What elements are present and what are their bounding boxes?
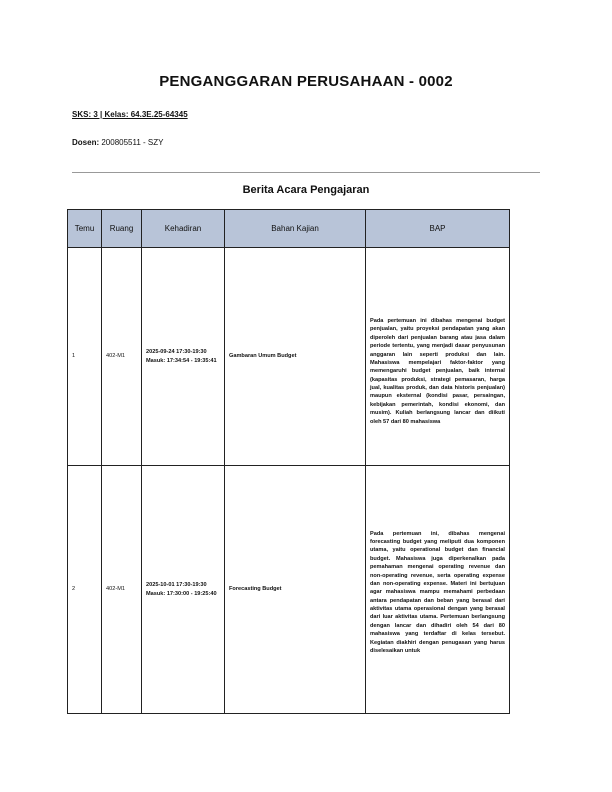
cell-bap: Pada pertemuan ini, dibahas mengenai forecasting budget yang meliputi dua komponen utama, yaitu operational budget dan financial budget. Mahasiswa juga diperkenalkan pada pemahaman mengenai operating revenue dan non-operating revenue, serta operating expense dan non-operating expense. Materi ini bertujuan agar mahasiswa mampu memahami perbedaan antara pendapatan dan beban yang berasal dari aktivitas utama operasional dengan yang berasal dari luar aktivitas utama. Pertemuan berlangsung dengan lancar dan dihadiri oleh 54 dari 80 mahasiswa yang terdaftar di kelas tersebut. Kegiatan diakhiri dengan penugasan yang harus diselesaikan untuk bbox=[366, 466, 510, 714]
header-temu: Temu bbox=[68, 210, 102, 248]
table-row bbox=[68, 248, 510, 466]
course-title: PENGANGGARAN PERUSAHAAN - 0002 bbox=[159, 73, 453, 90]
section-title: Berita Acara Pengajaran bbox=[242, 184, 370, 196]
kehadiran-jadwal: 2025-10-01 17:30-19:30 bbox=[146, 582, 207, 589]
cell-kehadiran bbox=[142, 248, 225, 466]
course-sks-class: SKS: 3 | Kelas: 64.3E.25-64345 bbox=[72, 110, 188, 119]
header-bap: BAP bbox=[366, 210, 510, 248]
cell-kehadiran bbox=[142, 466, 225, 714]
cell-temu: 1 bbox=[68, 248, 102, 466]
lecturer-label: Dosen: bbox=[72, 138, 100, 147]
cell-ruang: 402-M1 bbox=[102, 248, 142, 466]
lecturer-value: 200805511 - SZY bbox=[101, 138, 164, 147]
cell-bahan-kajian: Gambaran Umum Budget bbox=[225, 248, 366, 466]
kehadiran-masuk: Masuk: 17:30:00 - 19:25:40 bbox=[146, 590, 217, 597]
course-lecturer bbox=[72, 138, 163, 147]
table-row bbox=[68, 466, 510, 714]
cell-temu: 2 bbox=[68, 466, 102, 714]
table-header-row bbox=[68, 210, 510, 248]
cell-ruang: 402-M1 bbox=[102, 466, 142, 714]
bap-table bbox=[67, 209, 510, 714]
header-kehadiran: Kehadiran bbox=[142, 210, 225, 248]
cell-bahan-kajian: Forecasting Budget bbox=[225, 466, 366, 714]
kehadiran-jadwal: 2025-09-24 17:30-19:30 bbox=[146, 349, 207, 356]
kehadiran-masuk: Masuk: 17:34:54 - 19:35:41 bbox=[146, 357, 217, 364]
cell-bap: Pada pertemuan ini dibahas mengenai budget penjualan, yaitu proyeksi pendapatan yang akan diperoleh dari penjualan barang atau jasa dalam periode tertentu, yang menjadi dasar penyusunan anggaran lain seperti produksi dan lain. Mahasiswa mempelajari faktor-faktor yang memengaruhi budget penjualan, baik internal (kapasitas produksi, strategi pemasaran, harga jual, kualitas produk, dan data historis penjualan) maupun eksternal (kondisi pasar, persaingan, kebijakan pemerintah, kondisi ekonomi, dan musim). Kuliah berlangsung lancar dan diikuti oleh 57 dari 80 mahasiswa bbox=[366, 248, 510, 466]
header-divider bbox=[72, 172, 540, 173]
header-bahan-kajian: Bahan Kajian bbox=[225, 210, 366, 248]
header-ruang: Ruang bbox=[102, 210, 142, 248]
